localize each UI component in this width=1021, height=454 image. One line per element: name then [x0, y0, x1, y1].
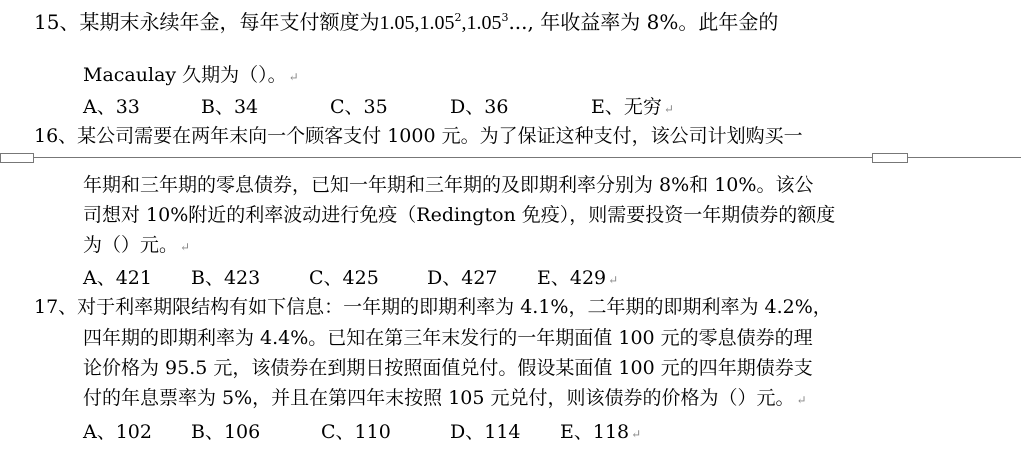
paragraph-mark-icon: ↵ — [631, 427, 642, 441]
q16-option-a: A、421 — [83, 267, 152, 289]
q15-option-b: B、34 — [201, 96, 259, 118]
q15-option-c: C、35 — [330, 96, 388, 118]
q16-option-c: C、425 — [309, 267, 379, 289]
q15-option-e-text: E、无穷 — [591, 96, 662, 118]
question-16-line-4 — [83, 233, 190, 259]
q15-options — [83, 95, 703, 119]
paragraph-mark-icon: ↵ — [608, 273, 619, 287]
q15-cashflow-3: ,1.05 — [461, 12, 502, 34]
question-16-line-1 — [34, 124, 803, 148]
q17-option-d: D、114 — [450, 421, 521, 443]
q17-option-b: B、106 — [191, 421, 261, 443]
question-16-line-3 — [83, 203, 835, 227]
q15-line2-text: Macaulay 久期为（）。 — [83, 64, 287, 86]
q15-cashflow-1: 1.05,1.05 — [379, 12, 455, 34]
q17-options — [83, 420, 663, 444]
q17-line2-text: 四年期的即期利率为 4.4%。已知在第三年末发行的一年期面值 100 元的零息债券的理 — [83, 327, 813, 349]
q16-option-e-text: E、429 — [537, 267, 607, 289]
page-break-separator — [0, 157, 1021, 167]
question-15-line-2 — [83, 63, 299, 89]
q16-line4-text: 为（）元。 — [83, 234, 179, 256]
paragraph-mark-icon: ↵ — [288, 70, 299, 84]
q15-option-a: A、33 — [83, 96, 140, 118]
q15-exponent-3: 3 — [501, 11, 509, 24]
question-15-stem — [34, 10, 778, 35]
page-break-line — [0, 157, 1021, 158]
q17-option-e-text: E、118 — [560, 421, 630, 443]
paragraph-mark-icon: ↵ — [796, 393, 807, 407]
q15-stem-text: 15、某期末永续年金，每年支付额度为 — [34, 10, 380, 34]
q16-option-d: D、427 — [427, 267, 498, 289]
paragraph-mark-icon: ↵ — [180, 240, 191, 254]
q17-line1-text: 17、对于利率期限结构有如下信息：一年期的即期利率为 4.1%，二年期的即期利率为 4.2%， — [34, 296, 832, 318]
q17-option-e — [560, 420, 641, 446]
q17-option-c: C、110 — [321, 421, 391, 443]
q15-exponent-2: 2 — [454, 11, 462, 24]
page-break-right-marker — [872, 153, 908, 163]
q16-line2-text: 年期和三年期的零息债券，已知一年期和三年期的及即期利率分别为 8%和 10%。该公 — [83, 174, 814, 196]
q16-option-b: B、423 — [191, 267, 261, 289]
q17-line4-text: 付的年息票率为 5%，并且在第四年末按照 105 元兑付，则该债券的价格为（）元。 — [83, 387, 795, 409]
question-17-line-2 — [83, 326, 813, 350]
q15-option-e — [591, 95, 674, 121]
q17-line3-text: 论价格为 95.5 元，该债券在到期日按照面值兑付。假设某面值 100 元的四年期债券支 — [83, 357, 813, 379]
page-break-left-marker — [0, 153, 34, 163]
question-17-line-3 — [83, 356, 813, 380]
q17-option-a: A、102 — [83, 421, 152, 443]
question-17-line-4 — [83, 386, 807, 412]
q15-option-d: D、36 — [450, 96, 509, 118]
q16-line1-text: 16、某公司需要在两年末向一个顾客支付 1000 元。为了保证这种支付，该公司计划购买一 — [34, 125, 803, 147]
q16-options — [83, 266, 643, 290]
q15-stem-tail: ..., 年收益率为 8%。此年金的 — [508, 10, 779, 34]
question-17-line-1 — [34, 295, 832, 319]
q16-line3-text: 司想对 10%附近的利率波动进行免疫（Redington 免疫），则需要投资一年期债券的额度 — [83, 204, 836, 226]
q16-option-e — [537, 266, 618, 292]
paragraph-mark-icon: ↵ — [663, 102, 674, 116]
question-16-line-2 — [83, 173, 813, 197]
